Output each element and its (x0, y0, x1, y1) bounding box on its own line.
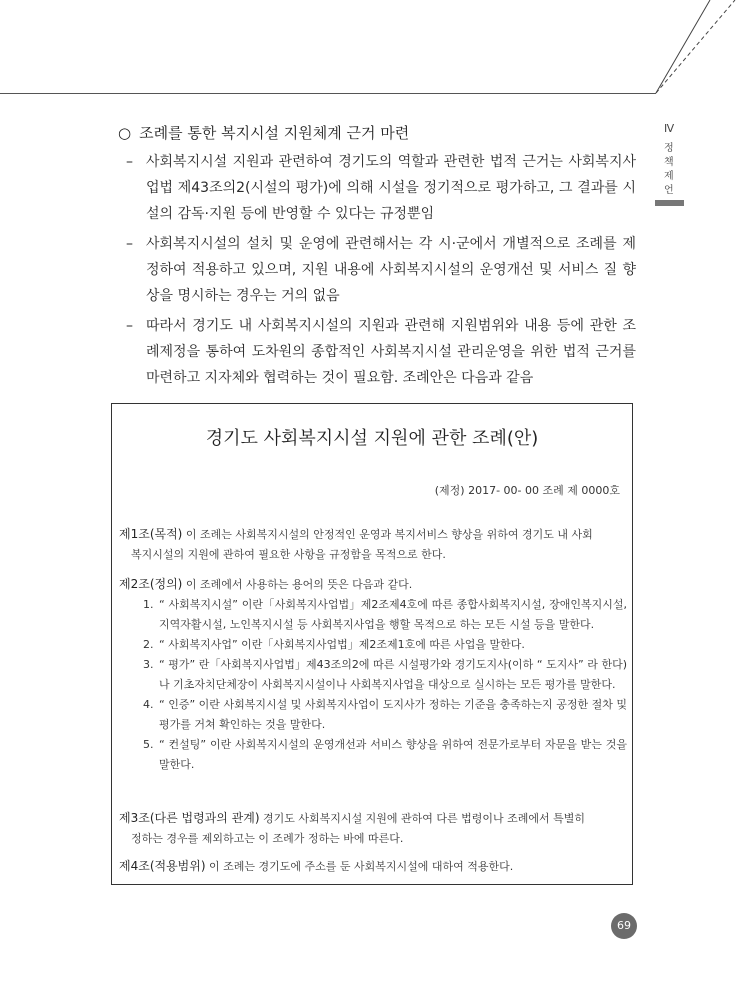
circle-bullet-icon: ○ (118, 124, 132, 142)
article-heading: 제2조(정의) (119, 577, 183, 591)
article-heading: 제4조(적용범위) (119, 859, 206, 873)
definition-item: 2. “ 사회복지사업” 이란「사회복지사업법」제2조제1호에 따른 사업을 말한다. (143, 638, 525, 651)
definition-item: 3. “ 평가” 란「사회복지사업법」제43조의2에 따른 시설평가와 경기도지사(이하 “ 도지사” 라 한다)나 기초자치단체장이 사회복지시설이나 사회복지사업을 대상으로 실시하는 모든 평가를 말한다. (143, 658, 627, 691)
definition-item: 1. “ 사회복지시설” 이란「사회복지사업법」제2조제4호에 따른 종합사회복지시설, 장애인복지시설, 지역자활시설, 노인복지시설 등 사회복지사업을 행할 목적으로 하는 모든 시설 등을 말한다. (143, 598, 627, 631)
ordinance-box (111, 403, 633, 885)
definition-item: 4. “ 인증” 이란 사회복지시설 및 사회복지사업이 도지사가 정하는 기준을 충족하는지 공정한 절차 및 평가를 거쳐 확인하는 것을 말한다. (143, 698, 627, 731)
list-item: – 사회복지시설 지원과 관련하여 경기도의 역할과 관련한 법적 근거는 사회복지사업법 제43조의2(시설의 평가)에 의해 시설을 정기적으로 평가하고, 그 결과를 시설의 감독·지원 등에 반영할 수 있다는 규정뿐임 (126, 149, 636, 227)
bullet-list (126, 149, 636, 395)
chapter-number: Ⅳ (664, 122, 675, 135)
enactment-info: (제정) 2017- 00- 00 조례 제 0000호 (434, 484, 620, 497)
dash-bullet: – (126, 236, 133, 252)
section-heading (118, 122, 409, 143)
definition-item: 5. “ 컨설팅” 이란 사회복지시설의 운영개선과 서비스 향상을 위하여 전문가로부터 자문을 받는 것을 말한다. (143, 738, 627, 771)
list-item: – 따라서 경기도 내 사회복지시설의 지원과 관련해 지원범위와 내용 등에 관한 조례제정을 통하여 도차원의 종합적인 사회복지시설 관리운영을 위한 법적 근거를 마련하고 지자체와 협력하는 것이 필요함. 조례안은 다음과 같음 (126, 313, 636, 391)
article-heading: 제1조(목적) (119, 527, 183, 541)
article-3: 제3조(다른 법령과의 관계) 경기도 사회복지시설 지원에 관하여 다른 법령이나 조례에서 특별히 정하는 경우를 제외하고는 이 조례가 정하는 바에 따른다. (119, 811, 586, 845)
list-item: – 사회복지시설의 설치 및 운영에 관련해서는 각 시·군에서 개별적으로 조례를 제정하여 적용하고 있으며, 지원 내용에 사회복지시설의 운영개선 및 서비스 질 향상을 명시하는 경우는 거의 없음 (126, 231, 636, 309)
page-number-badge: 69 (611, 913, 637, 939)
dash-bullet: – (126, 318, 133, 334)
chapter-marker-bar (655, 200, 684, 206)
article-2: 제2조(정의) 이 조례에서 사용하는 용어의 뜻은 다음과 같다. 1. “ 사회복지시설” 이란「사회복지사업법」제2조제4호에 따른 종합사회복지시설, 장애인복지시설, 지역자활시설, 노인복지시설 등 사회복지사업을 행할 목적으로 하는 모든 시설 등을 말한다. 2. “ 사회복지사업” 이란「사회복지사업법」제2조제1호에 따른 사업을 말한다. 3. “ 평가” 란「사회복지사업법」제43조의2에 따른 시설평가와 경기도지사(이하 “ 도지사” 라 한다)나 기초자치단체장이 사회복지시설이나 사회복지사업을 대상으로 실시하는 모든 평가를 말한다. 4. “ 인증” 이란 사회복지시설 및 사회복지사업이 도지사가 정하는 기준을 충족하는지 공정한 절차 및 평가를 거쳐 확인하는 것을 말한다. 5. “ 컨설팅” 이란 사회복지시설의 운영개선과 서비스 향상을 위하여 전문가로부터 자문을 받는 것을 말한다. (119, 574, 627, 775)
section-heading-text: 조례를 통한 복지시설 지원체계 근거 마련 (139, 124, 410, 142)
article-1: 제1조(목적) 이 조례는 사회복지시설의 안정적인 운영과 복지서비스 향상을 위하여 경기도 내 사회 복지시설의 지원에 관하여 필요한 사항을 규정함을 목적으로 한다. (119, 527, 593, 561)
header-rule (0, 93, 656, 94)
article-4: 제4조(적용범위) 이 조례는 경기도에 주소를 둔 사회복지시설에 대하여 적용한다. (119, 859, 514, 873)
ordinance-title: 경기도 사회복지시설 지원에 관한 조례(안) (205, 428, 539, 449)
chapter-title: 정책제언 (664, 143, 674, 196)
header-decoration (0, 0, 741, 120)
dash-bullet: – (126, 154, 133, 170)
article-heading: 제3조(다른 법령과의 관계) (119, 811, 260, 825)
